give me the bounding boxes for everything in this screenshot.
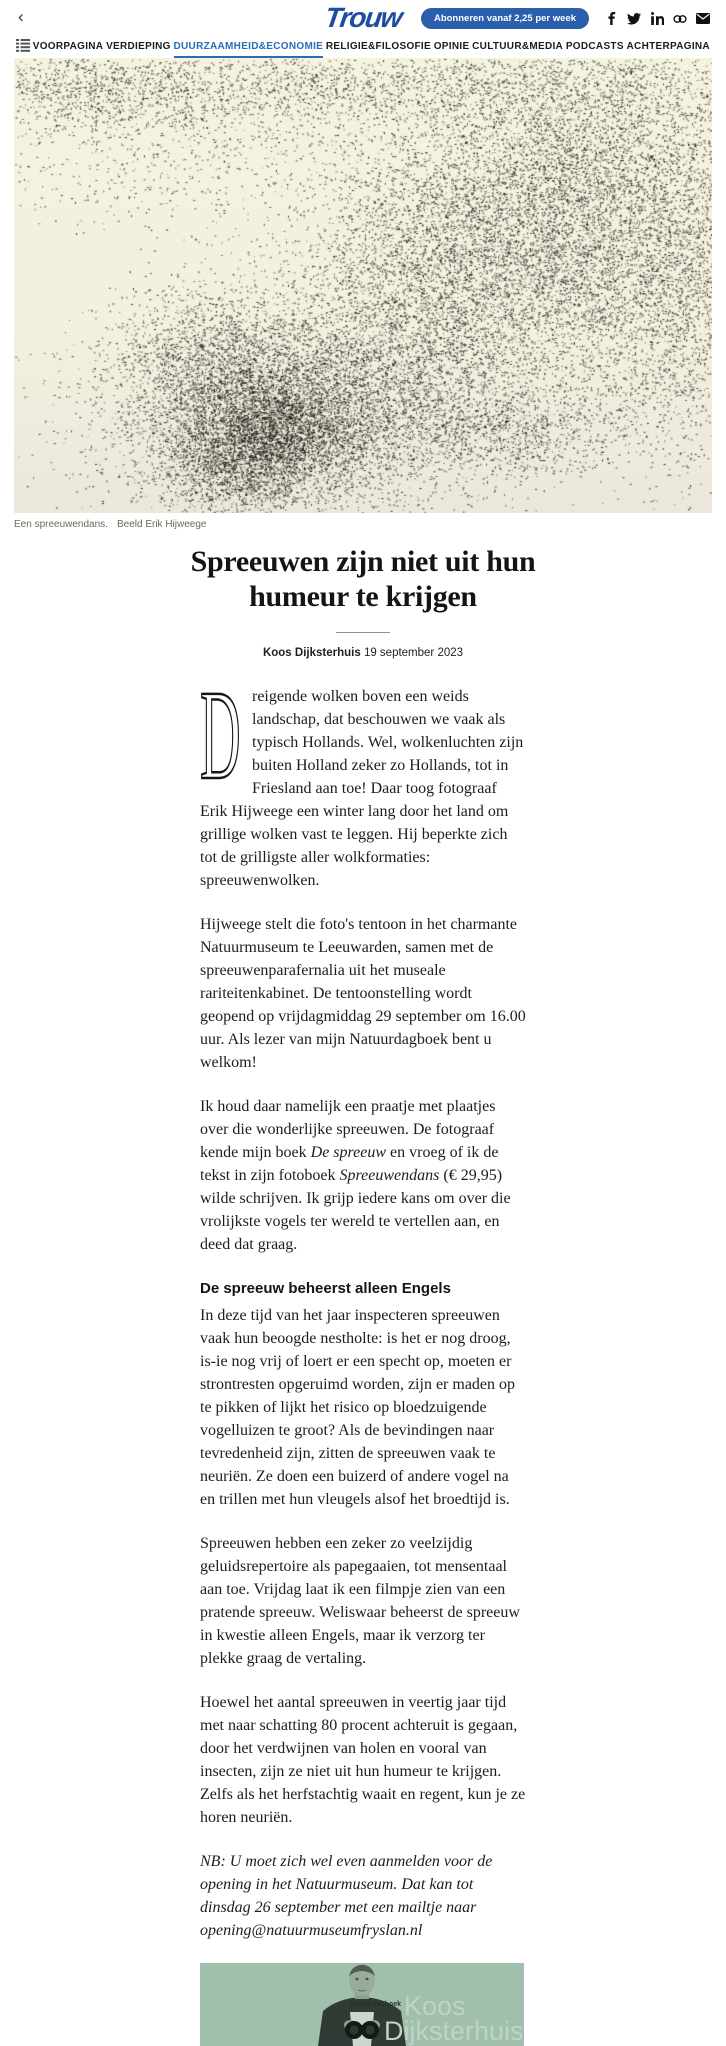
header-actions xyxy=(421,8,710,29)
caption-text: Een spreeuwendans. xyxy=(14,519,108,530)
site-header xyxy=(0,0,726,34)
paragraph-0: Dreigende wolken boven een weids landschap, dat beschouwen we vaak als typisch Hollands. Wel, wolkenluchten zijn buiten Holland zeker zo Hollands, tot in Friesland aan toe! Daar toog fotograaf Erik Hijweege een winter lang door het land om grillige wolken vast te leggen. Hij beperkte zich tot de grilligste aller wolkformaties: spreeuwenwolken. xyxy=(200,664,524,890)
publish-date: 19 september 2023 xyxy=(363,647,464,660)
article xyxy=(190,544,536,2046)
title-line-1: Spreeuwen zijn niet uit hun xyxy=(190,545,536,578)
link-icon[interactable] xyxy=(673,12,687,26)
caption-credit: Beeld Erik Hijweege xyxy=(116,519,207,530)
trouw-logo[interactable]: Trouw xyxy=(322,2,404,33)
author-name[interactable]: Koos Dijksterhuis xyxy=(262,647,361,660)
paragraph-2: Ik houd daar namelijk een praatje met plaatjes over die wonderlijke spreeuwen. De fotograaf kende mijn boek De spreeuw en vroeg of ik de tekst in zijn fotoboek Spreeuwendans (€ 29,95) wilde schrijven. Ik grijp iedere kans om over die vrolijkste vogels ter wereld te vertellen aan, en deed dat graag. xyxy=(200,1098,511,1254)
nav-item-cultuur-media[interactable]: CULTUUR&MEDIA xyxy=(472,41,564,52)
murmuration-canvas xyxy=(14,58,712,513)
social-icons xyxy=(604,12,710,26)
dropcap: D xyxy=(200,664,241,807)
nav-item-achterpagina[interactable]: ACHTERPAGINA xyxy=(626,41,710,52)
title-divider xyxy=(336,632,390,633)
paragraph-1: Hijweege stelt die foto's tentoon in het charmante Natuurmuseum te Leeuwarden, samen met de spreeuwenparafernalia uit het museale rariteitenkabinet. De tentoonstelling wordt geopend op vrijdagmiddag 29 september om 16.00 uur. Als lezer van mijn Natuurdagboek bent u welkom! xyxy=(200,916,526,1072)
nav-item-religie-filosofie[interactable]: RELIGIE&FILOSOFIE xyxy=(325,41,431,52)
nav-item-duurzaamheid-economie[interactable]: DUURZAAMHEID&ECONOMIE xyxy=(174,34,324,58)
paragraph-4: In deze tijd van het jaar inspecteren spreeuwen vaak hun beoogde nestholte: is het er nog droog, is-ie nog vrij of loert er een specht op, moeten er strontresten opgeruimd worden, zijn er maden op te pikken of lijkt het risico op bloedzuigende vogelluizen te groot? Als de bevindingen naar tevredenheid zijn, zitten de spreeuwen vaak te neuriën. Ze doen een buizerd of andere vogel na en trillen met hun vleugels alsof het broedtijd is. xyxy=(200,1307,516,1509)
nav-item-opinie[interactable]: OPINIE xyxy=(433,41,470,52)
image-caption xyxy=(14,519,712,530)
paragraph-7: NB: U moet zich wel even aanmelden voor de opening in het Natuurmuseum. Dat kan tot dinsdag 26 september met een mailtje naar opening@natuurmuseumfryslan.nl xyxy=(200,1853,493,1940)
email-icon[interactable] xyxy=(696,12,710,26)
paragraph-6: Hoewel het aantal spreeuwen in veertig jaar tijd met naar schatting 80 procent achteruit is gegaan, door het verdwijnen van holen en vooral van insecten, zijn ze niet uit hun humeur te krijgen. Zelfs als het herfstachtig waait en regent, kun je ze horen neuriën. xyxy=(200,1694,526,1827)
nav-item-podcasts[interactable]: PODCASTS xyxy=(565,41,624,52)
byline xyxy=(200,647,526,659)
linkedin-icon[interactable] xyxy=(650,12,664,26)
nav-item-verdieping[interactable]: VERDIEPING xyxy=(106,41,171,52)
twitter-icon[interactable] xyxy=(627,12,641,26)
author-series-banner[interactable] xyxy=(200,1963,524,2046)
article-body xyxy=(200,664,526,1942)
paragraph-5: Spreeuwen hebben een zeker zo veelzijdig geluidsrepertoire als papegaaien, tot mensentaal aan toe. Vrijdag laat ik een filmpje zien van een pratende spreeuw. Weliswaar beheerst de spreeuw in kwestie alleen Engels, maar ik verzorg ter plekke graag de vertaling. xyxy=(200,1535,520,1668)
back-chevron-icon[interactable]: ‹ xyxy=(18,7,24,26)
facebook-icon[interactable] xyxy=(604,12,618,26)
hero-image xyxy=(14,58,712,513)
subscribe-button[interactable]: Abonneren vanaf 2,25 per week xyxy=(421,8,589,29)
main-nav xyxy=(0,34,726,58)
article-title xyxy=(175,544,551,614)
title-line-2: humeur te krijgen xyxy=(249,580,477,614)
section-heading: De spreeuw beheerst alleen Engels xyxy=(200,1280,451,1298)
nav-item-voorpagina[interactable]: VOORPAGINA xyxy=(32,41,104,52)
banner-name-line2: Dijksterhuis xyxy=(384,2016,524,2046)
sections-list-icon[interactable] xyxy=(16,39,30,57)
banner-series-label: Natuurdagboek xyxy=(349,2001,401,2009)
banner-name-line1: Koos xyxy=(404,1991,466,2022)
